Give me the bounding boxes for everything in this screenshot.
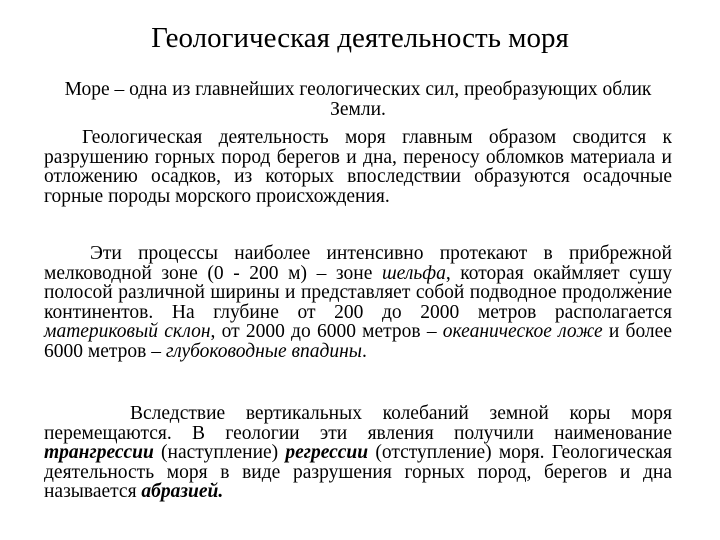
definition-text: – одна из главнейших геологических сил, преобразующих облик Земли. [109, 79, 652, 120]
definition-term: Море [64, 79, 110, 100]
term-deep-trenches: глубоководные впадины [165, 340, 362, 362]
paragraph-3-part-1: Вследствие вертикальных колебаний земной коры моря перемещаются. В геологии эти явления получили наименование [44, 403, 672, 444]
paragraph-2-part-4: и более 6000 метров – [44, 321, 672, 362]
paragraph-2-part-3: , от 2000 до 6000 метров – [210, 321, 443, 342]
paragraph-3 [44, 404, 672, 502]
paragraph-3-part-2: (наступление) [153, 442, 286, 463]
paragraph-2-part-1: Эти процессы наиболее интенсивно протекают в прибрежной мелководной зоне (0 - 200 м) – зоне [44, 243, 672, 284]
term-continental-slope: материковый склон [44, 321, 211, 342]
paragraph-2 [44, 244, 672, 361]
paragraph-1: Геологическая деятельность моря главным образом сводится к разрушению горных пород берегов и дна, переносу обломков материала и отложению осадков, из которых впоследствии образуются осадочные горные породы морского происхождения. [44, 127, 672, 207]
slide-title: Геологическая деятельность моря [151, 22, 569, 54]
term-regression: регрессии [285, 442, 369, 463]
paragraph-2-part-5: . [361, 340, 367, 362]
term-abrasion: абразией. [141, 481, 224, 502]
paragraph-3-part-3: (отступление) моря. Геологическая деятельность моря в виде разрушения горных пород, берегов и дна называется [44, 442, 672, 502]
definition-paragraph [44, 80, 672, 119]
term-ocean-floor: океаническое ложе [442, 321, 603, 342]
term-shelf: шельфа [381, 262, 446, 284]
paragraph-2-part-2: , которая окаймляет сушу полосой различной ширины и представляет собой подводное продолжение континентов. На глубине от 200 до 2000 метров располагается [44, 262, 672, 323]
term-transgression: трангрессии [44, 442, 154, 463]
